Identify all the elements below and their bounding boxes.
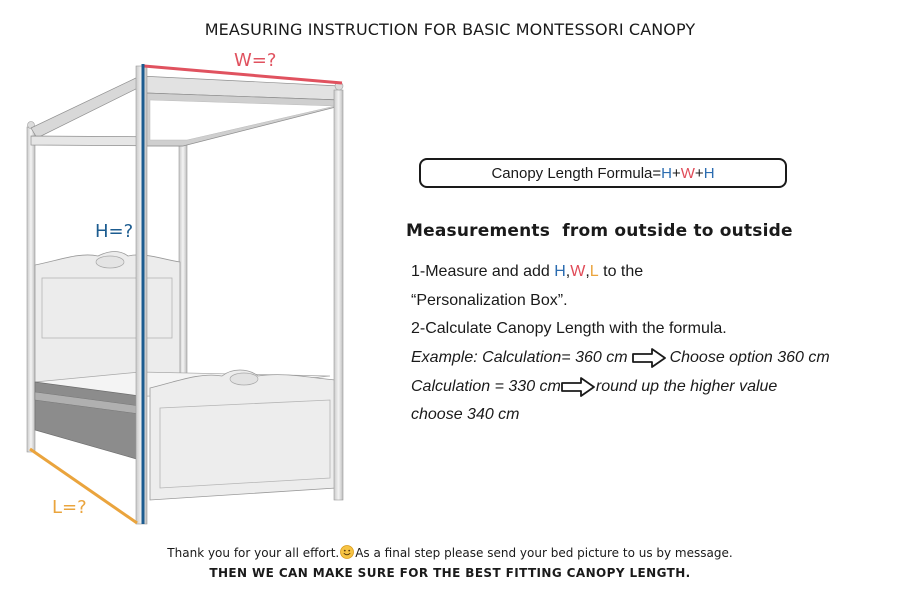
step-1-text: 1-Measure and add	[411, 263, 555, 280]
step-1-line	[411, 263, 643, 281]
example-2-right: round up the higher value	[595, 378, 778, 395]
formula-h-term: H	[661, 164, 672, 182]
measurements-heading: Measurements from outside to outside	[406, 221, 793, 241]
example-2-line	[411, 377, 777, 397]
example-1-left: Example: Calculation= 360 cm	[411, 349, 628, 366]
formula-h-term: H	[703, 164, 715, 182]
bed-footboard	[150, 370, 336, 500]
thanks-text: Thank you for your all effort.	[167, 546, 340, 560]
step-1-h: H	[554, 263, 566, 280]
example-1-line	[411, 348, 830, 368]
example-2-left: Calculation = 330 cm	[411, 378, 561, 395]
formula-prefix: Canopy Length Formula=	[491, 164, 662, 182]
right-arrow-icon	[561, 377, 595, 397]
comma: ,	[585, 263, 590, 280]
step-1-suffix: to the	[598, 263, 644, 280]
length-label: L=?	[52, 497, 87, 518]
smile-icon	[340, 545, 354, 559]
final-message: THEN WE CAN MAKE SURE FOR THE BEST FITTING CANOPY LENGTH.	[209, 566, 691, 580]
thanks-text-2: As a final step please send your bed picture to us by message.	[355, 546, 733, 560]
step-1-l: L	[589, 263, 599, 280]
example-3-line: choose 340 cm	[411, 406, 520, 423]
height-label: H=?	[95, 221, 134, 242]
canopy-bed-illustration	[0, 0, 400, 540]
step-1-w: W	[570, 263, 586, 280]
example-1-right: Choose option 360 cm	[669, 349, 830, 366]
step-1-line-2: “Personalization Box”.	[411, 292, 568, 309]
step-2-line: 2-Calculate Canopy Length with the formula.	[411, 320, 727, 337]
formula-plus: +	[694, 164, 704, 182]
formula-box	[419, 158, 787, 188]
comma: ,	[565, 263, 571, 280]
thanks-message	[0, 545, 900, 560]
formula-w-term: W	[680, 164, 695, 182]
width-label: W=?	[234, 50, 277, 71]
bed-headboard	[35, 252, 180, 383]
right-arrow-icon	[632, 348, 666, 368]
bed-canopy-frame	[31, 76, 340, 146]
page-title: MEASURING INSTRUCTION FOR BASIC MONTESSORI CANOPY	[204, 20, 696, 39]
formula-plus: +	[671, 164, 681, 182]
